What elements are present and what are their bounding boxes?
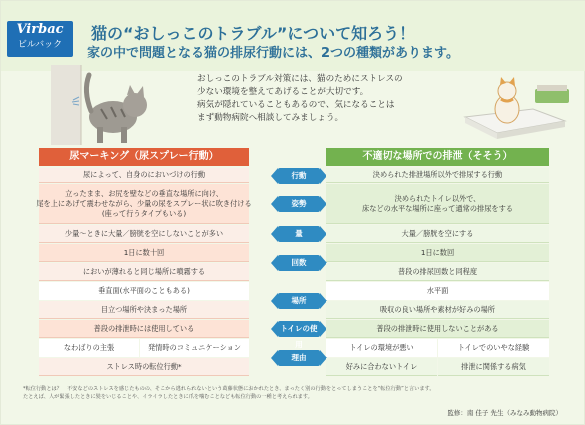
amount-left-cell (39, 225, 249, 243)
cell-text: 1日に数回 (420, 247, 455, 257)
posture-left-cell (36, 184, 252, 224)
place-right-cell-1 (326, 282, 549, 300)
category-amount: 量 (278, 226, 320, 242)
reason-left-cell-3 (39, 358, 249, 376)
cell-text: トイレでのいやな経験 (457, 343, 530, 352)
intro-text (197, 73, 447, 125)
page-subtitle: 家の中で問題となる猫の排尿行動には、2つの種類があります。 (87, 46, 460, 61)
cell-text: 水平面 (426, 286, 449, 295)
spraying-cat-illustration (51, 65, 161, 145)
cell-text: 1日に数十回 (123, 247, 165, 257)
place-right-cell-2 (326, 301, 549, 319)
cell-text: 立ったまま、お尻を壁などの垂直な場所に向け、 (65, 188, 223, 198)
logo-sub: ビルバック (17, 40, 63, 50)
cell-text: 尾を上にあげて震わせながら、少量の尿をスプレー状に吹き付ける (36, 198, 252, 208)
reason-right-cell-4 (438, 358, 549, 376)
frequency-left-cell-2 (39, 263, 249, 281)
reason-right-cell-1 (326, 339, 437, 357)
category-place: 場所 (278, 293, 320, 309)
intro-line: おしっこのトラブル対策には、猫のためにストレスの (197, 74, 403, 84)
cell-text: 発情時のコミュニケーション (147, 343, 241, 352)
intro-line: 少ない環境を整えてあげることが大切です。 (197, 87, 369, 97)
place-left-cell-1 (39, 282, 249, 300)
category-reason: 理由 (278, 350, 320, 366)
supervisor-credit: 監修：南 佳子 先生（みなみ動物病院） (447, 409, 562, 417)
column-header-urine-marking: 尿マーキング（尿スプレー行動） (39, 148, 249, 166)
cell-text: 普段の排泄時には使用している (93, 323, 195, 333)
place-left-cell-2 (39, 301, 249, 319)
posture-right-cell (326, 184, 549, 224)
category-action: 行動 (278, 168, 320, 184)
cell-text: 普段の排尿回数と同程度 (397, 266, 478, 276)
cell-text: (座って行うタイプもいる) (101, 208, 187, 218)
cell-text: 好みに合わないトイレ (345, 361, 418, 371)
footnote-line: たとえば、人が緊張したときに髪をいじることや、イライラしたときに爪を噛むことなども転位行動の一種と考えられます。 (23, 394, 313, 400)
cell-text: ストレス時の転位行動* (106, 361, 182, 371)
frequency-right-cell-2 (326, 263, 549, 281)
reason-right-cell-2 (438, 339, 549, 357)
intro-line: まず動物病院へ相談してみましょう。 (197, 113, 344, 123)
reason-left-cell-1 (39, 339, 139, 357)
column-header-inappropriate-elimination: 不適切な場所での排泄（そそう） (326, 148, 549, 166)
intro-line: 病気が隠れていることもあるので、気になることは (197, 100, 395, 110)
footnote (23, 385, 563, 401)
category-frequency: 回数 (278, 255, 320, 271)
cell-text: 少量〜ときに大量／膀胱を空にしないことが多い (64, 228, 224, 238)
category-toilet-use: トイレの使用 (278, 321, 320, 337)
footnote-line: *転位行動とは？ 不安などのストレスを感じたものの、そこから逃れられないという葛藤状態におかれたとき、まったく別の行動をとってしまうことを“転位行動”と言います。 (23, 386, 435, 392)
cell-text: 大量／膀胱を空にする (401, 228, 474, 238)
frequency-right-cell-1 (326, 244, 549, 262)
reason-right-cell-3 (326, 358, 437, 376)
amount-right-cell (326, 225, 549, 243)
virbac-logo (7, 21, 73, 57)
cell-text: トイレの環境が悪い (349, 343, 414, 352)
cell-text: 決められたトイレ以外で、 (394, 193, 481, 203)
cell-text: 吸収の良い場所や素材が好みの場所 (379, 304, 495, 314)
action-left-cell (39, 168, 249, 183)
frequency-left-cell-1 (39, 244, 249, 262)
cell-text: 垂直面(水平面のこともある) (98, 286, 190, 295)
reason-left-cell-2 (140, 339, 249, 357)
cell-text: 床などの水平な場所に座って通常の排尿をする (362, 203, 513, 213)
toilet-right-cell (326, 320, 549, 338)
cell-text: 排泄に関係する病気 (461, 361, 526, 371)
cell-text: 普段の排泄時に使用しないことがある (376, 323, 499, 333)
cell-text: 目立つ場所や決まった場所 (100, 304, 188, 314)
cell-text: 決められた排泄場所以外で排尿する行動 (372, 170, 503, 179)
cat-on-cushion-illustration (457, 71, 577, 143)
category-posture: 姿勢 (278, 196, 320, 212)
logo-brand: Virbac (16, 22, 64, 37)
cell-text: なわばりの主張 (63, 343, 115, 352)
toilet-left-cell (39, 320, 249, 338)
action-right-cell (326, 168, 549, 183)
page-title: 猫の“おしっこのトラブル”について知ろう！ (91, 24, 416, 43)
cell-text: 尿によって、自身のにおいづけの行動 (82, 170, 206, 179)
cell-text: においが薄れると同じ場所に噴霧する (82, 266, 206, 276)
